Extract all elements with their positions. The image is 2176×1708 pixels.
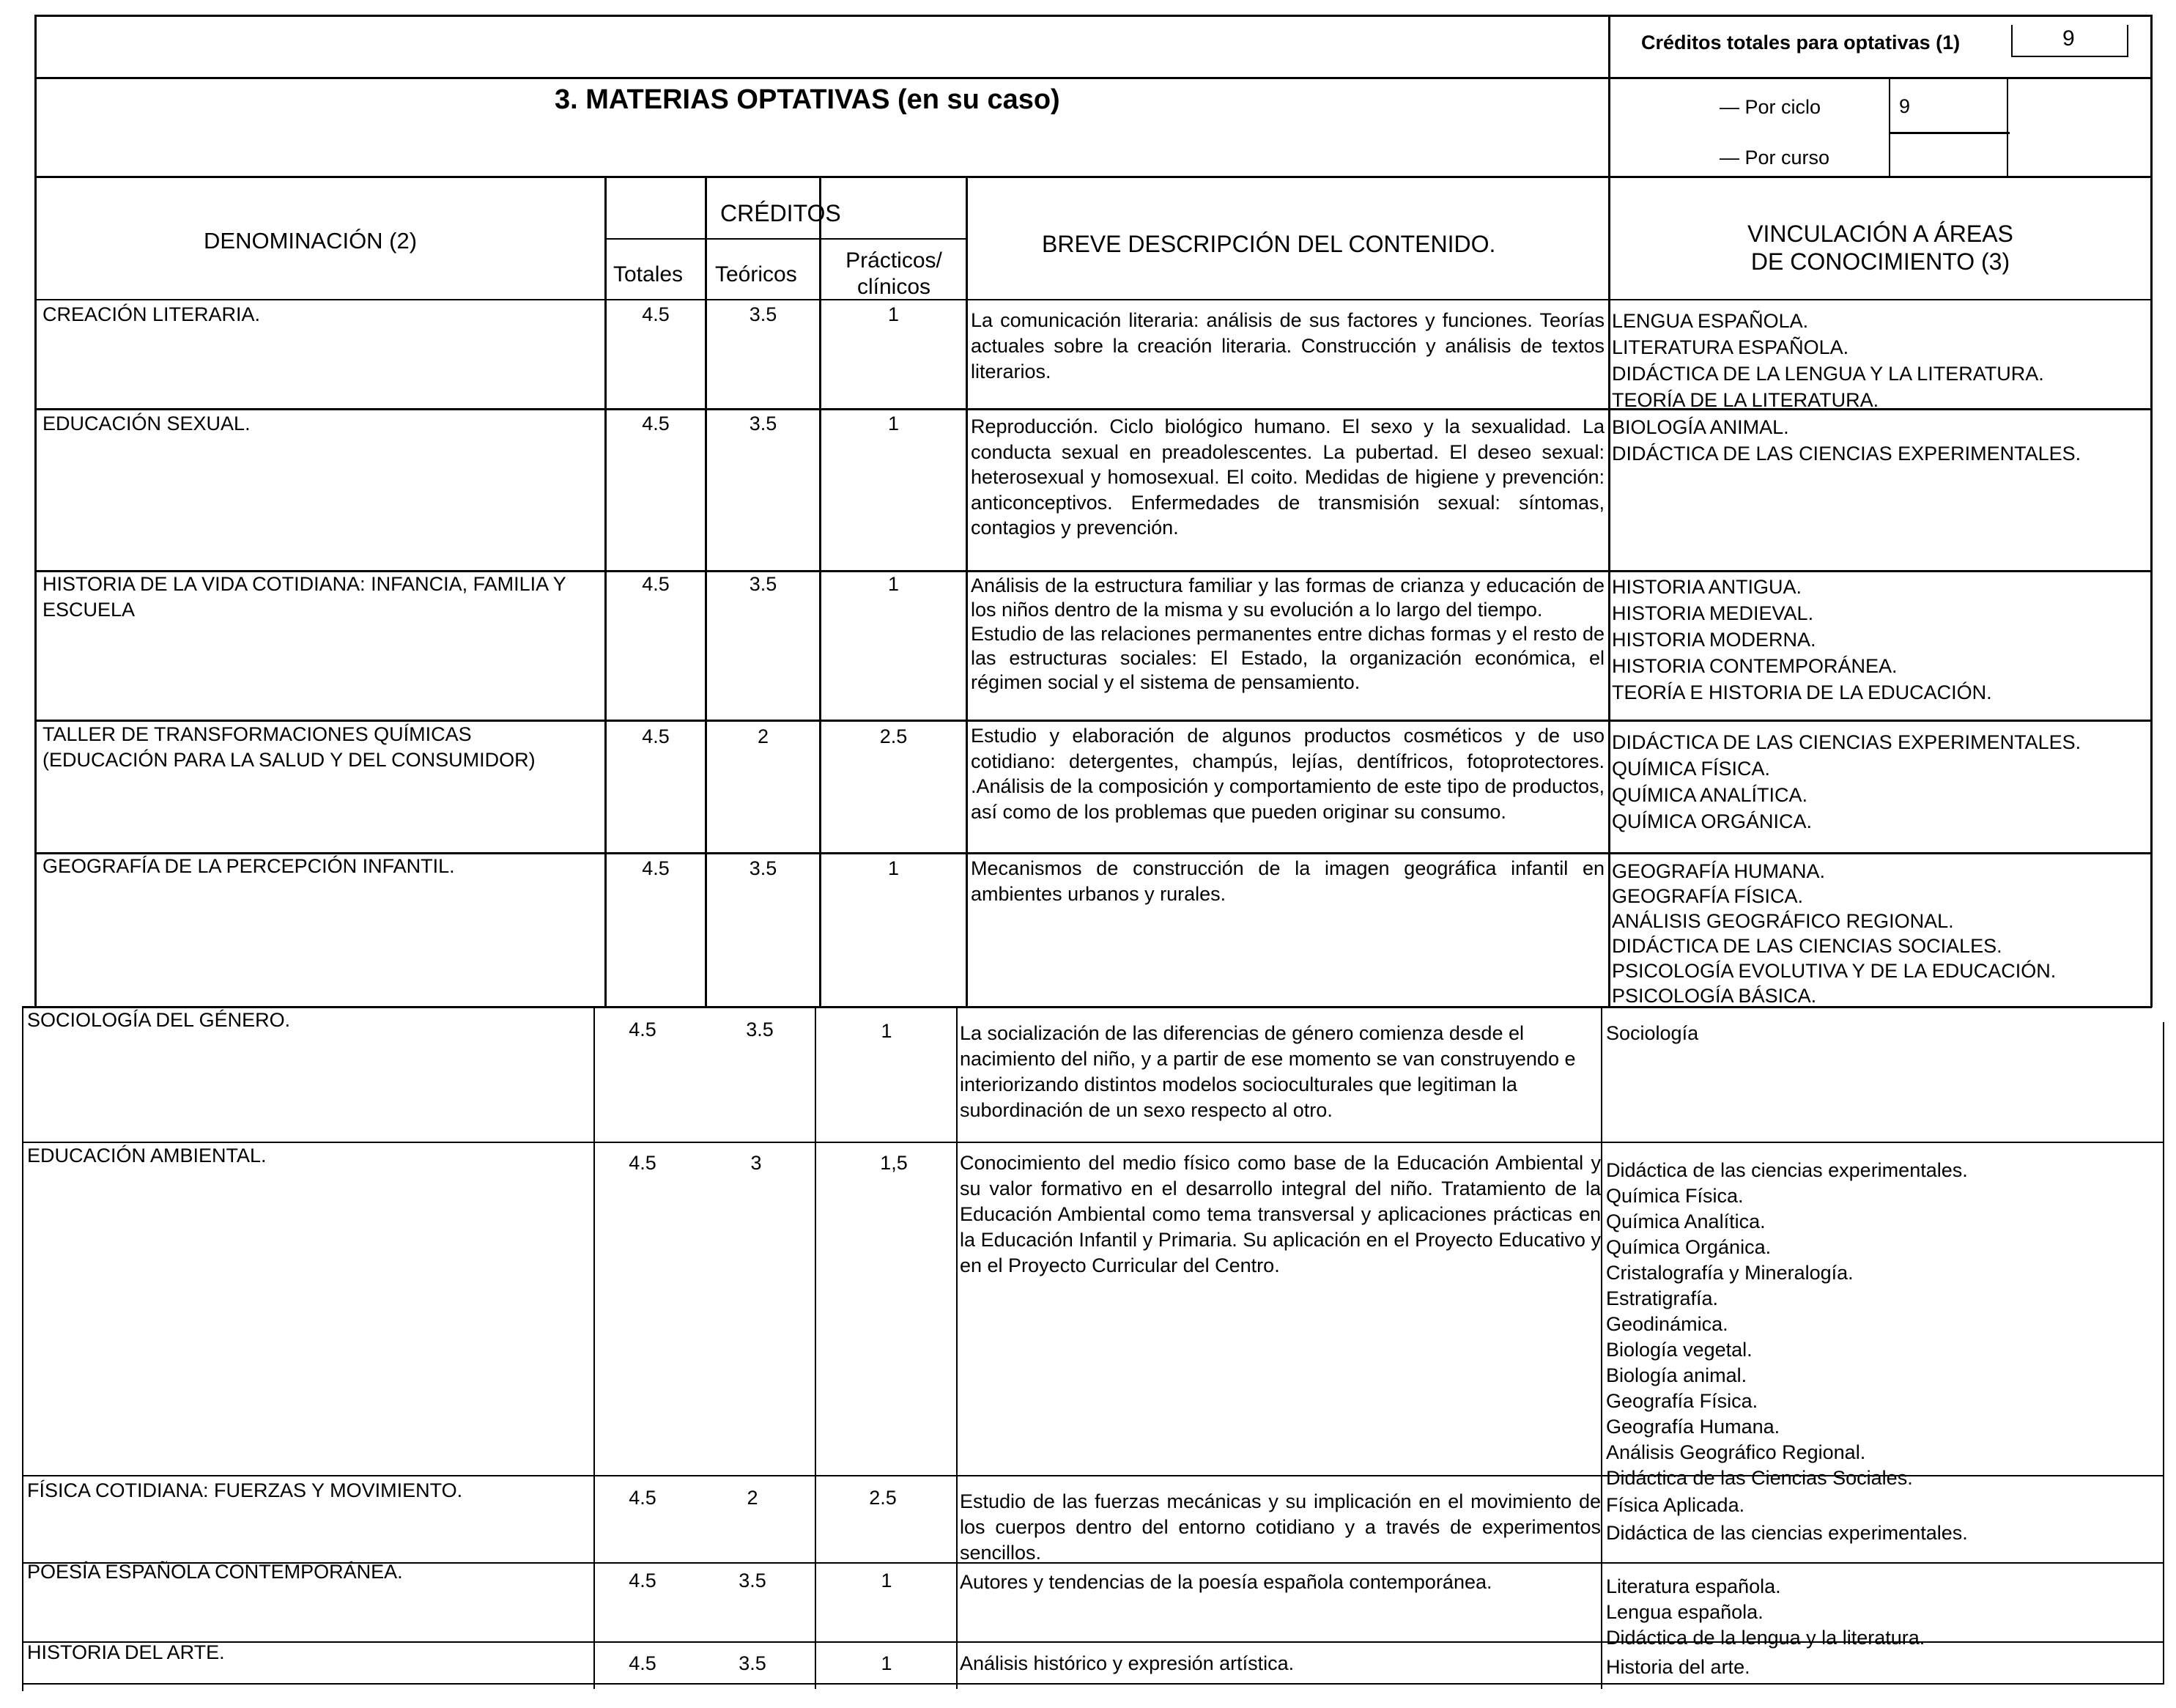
subject-name: POESÍA ESPAÑOLA CONTEMPORÁNEA. — [27, 1561, 403, 1583]
credits-practicos: 1 — [887, 857, 900, 879]
subject-description: Análisis de la estructura familiar y las formas de crianza y educación de los niños dentro de la misma y su evolución a lo largo del tiempo. Estudio de las relaciones permanentes entre dichas formas y el resto de las estructuras sociales: El Estado, la organización económica, el régimen social y el sistema de pensamiento. — [971, 574, 1605, 693]
subject-description: Conocimiento del medio físico como base de la Educación Ambiental y su valor formativo en el desarrollo integral del niño. Tratamiento de la Educación Ambiental como tema transversal y aplicaciones prácticas en la Educación Infantil y Primaria. Su aplicación en el Proyecto Educativo y en el Proyecto Curricular del Centro. — [960, 1152, 1601, 1276]
credits-teoricos: 3 — [750, 1152, 762, 1174]
col-denominacion: DENOMINACIÓN (2) — [204, 228, 418, 254]
credits-totales: 4.5 — [629, 1652, 656, 1674]
por-ciclo-value: 9 — [1899, 95, 1911, 117]
col-totales: Totales — [613, 262, 684, 286]
subject-name: GEOGRAFÍA DE LA PERCEPCIÓN INFANTIL. — [42, 855, 455, 877]
por-ciclo-label: — Por ciclo — [1720, 96, 1821, 118]
subject-name: HISTORIA DEL ARTE. — [27, 1641, 225, 1663]
subject-name: FÍSICA COTIDIANA: FUERZAS Y MOVIMIENTO. — [27, 1479, 463, 1501]
subject-description: La comunicación literaria: análisis de sus factores y funciones. Teorías actuales sobre la creación literaria. Construcción y análisis de textos literarios. — [971, 309, 1605, 382]
knowledge-areas: Literatura española. Lengua española. Didáctica de la lengua y la literatura. — [1606, 1575, 1925, 1649]
credits-teoricos: 3.5 — [739, 1652, 766, 1674]
subject-description: Reproducción. Ciclo biológico humano. El sexo y la sexualidad. La conducta sexual en preadolescentes. La pubertad. El deseo sexual: heterosexual y homosexual. El coito. Medidas de higiene y prevención: anticonceptivos. Enfermedades de transmisión sexual: síntomas, contagios y prevención. — [971, 415, 1605, 539]
credits-teoricos: 3.5 — [749, 303, 777, 325]
col-practicos: Prácticos/ clínicos — [845, 248, 942, 299]
subject-name: EDUCACIÓN AMBIENTAL. — [27, 1145, 267, 1167]
credits-teoricos: 3.5 — [749, 857, 777, 879]
credits-totales: 4.5 — [642, 573, 670, 595]
subject-description: La socialización de las diferencias de género comienza desde el nacimiento del niño, y a partir de ese momento se van construyendo e interiorizando distintos modelos socioculturales que legitiman la subordinación de un sexo respecto al otro. — [960, 1022, 1576, 1121]
credits-totales: 4.5 — [629, 1018, 656, 1040]
credits-total-value: 9 — [2062, 26, 2075, 51]
knowledge-areas: DIDÁCTICA DE LAS CIENCIAS EXPERIMENTALES. QUÍMICA FÍSICA. QUÍMICA ANALÍTICA. QUÍMICA ORGÁNICA. — [1612, 731, 2081, 832]
credits-teoricos: 2 — [747, 1487, 758, 1509]
credits-totales: 4.5 — [642, 413, 670, 435]
subject-description: Análisis histórico y expresión artística. — [960, 1652, 1295, 1674]
credits-practicos: 1 — [887, 303, 900, 325]
section-title: 3. MATERIAS OPTATIVAS (en su caso) — [555, 84, 1060, 115]
credits-practicos: 1 — [881, 1652, 892, 1674]
knowledge-areas: BIOLOGÍA ANIMAL. DIDÁCTICA DE LAS CIENCIAS EXPERIMENTALES. — [1612, 416, 2081, 465]
credits-totales: 4.5 — [642, 725, 670, 747]
subject-name: EDUCACIÓN SEXUAL. — [42, 413, 251, 435]
por-curso-label: — Por curso — [1720, 147, 1830, 169]
credits-teoricos: 3.5 — [749, 413, 777, 435]
credits-practicos: 1 — [881, 1020, 892, 1042]
credits-totales: 4.5 — [642, 303, 670, 325]
subject-name: SOCIOLOGÍA DEL GÉNERO. — [27, 1009, 291, 1031]
credits-practicos: 1,5 — [880, 1152, 908, 1174]
subject-name: CREACIÓN LITERARIA. — [42, 303, 261, 325]
knowledge-areas: HISTORIA ANTIGUA. HISTORIA MEDIEVAL. HISTORIA MODERNA. HISTORIA CONTEMPORÁNEA. TEORÍA E HISTORIA DE LA EDUCACIÓN. — [1612, 576, 1992, 703]
col-vinculacion: VINCULACIÓN A ÁREAS DE CONOCIMIENTO (3) — [1747, 221, 2013, 275]
credits-totales: 4.5 — [629, 1570, 656, 1591]
credits-practicos: 1 — [887, 413, 900, 435]
knowledge-areas: Didáctica de las ciencias experimentales. Química Física. Química Analítica. Química Orgánica. Cristalografía y Mineralogía. Estratigrafía. Geodinámica. Biología vegetal. Biología animal. Geografía Física. Geografía Humana. Análisis Geográfico Regional. Didáctica de las Ciencias Sociales. — [1606, 1159, 1968, 1489]
subject-description: Estudio de las fuerzas mecánicas y su implicación en el movimiento de los cuerpos dentro del entorno cotidiano y a través de experimentos sencillos. — [960, 1490, 1601, 1564]
knowledge-areas: Historia del arte. — [1606, 1656, 1750, 1678]
credits-teoricos: 3.5 — [739, 1570, 766, 1591]
credits-practicos: 2.5 — [869, 1487, 897, 1509]
col-creditos: CRÉDITOS — [720, 200, 841, 226]
credits-totales: 4.5 — [629, 1487, 656, 1509]
subject-description: Estudio y elaboración de algunos productos cosméticos y de uso cotidiano: detergentes, champús, lejías, dentífricos, fotoprotectores. .Análisis de la composición y comportamiento de este tipo de productos, así como de los problemas que pueden originar su consumo. — [971, 725, 1605, 823]
subject-description: Autores y tendencias de la poesía española contemporánea. — [960, 1571, 1492, 1593]
credits-practicos: 1 — [881, 1570, 892, 1591]
credits-total-label: Créditos totales para optativas (1) — [1641, 32, 1961, 53]
knowledge-areas: Física Aplicada. Didáctica de las ciencias experimentales. — [1606, 1494, 1968, 1544]
credits-teoricos: 2 — [757, 725, 769, 747]
subject-name: TALLER DE TRANSFORMACIONES QUÍMICAS (EDUCACIÓN PARA LA SALUD Y DEL CONSUMIDOR) — [42, 723, 536, 771]
credits-totales: 4.5 — [629, 1152, 656, 1174]
knowledge-areas: LENGUA ESPAÑOLA. LITERATURA ESPAÑOLA. DIDÁCTICA DE LA LENGUA Y LA LITERATURA. TEORÍA DE LA LITERATURA. — [1612, 310, 2044, 411]
credits-totales: 4.5 — [642, 857, 670, 879]
credits-teoricos: 3.5 — [746, 1018, 774, 1040]
knowledge-areas: Sociología — [1606, 1022, 1699, 1044]
col-descripcion: BREVE DESCRIPCIÓN DEL CONTENIDO. — [1042, 231, 1496, 257]
subject-name: HISTORIA DE LA VIDA COTIDIANA: INFANCIA, FAMILIA Y ESCUELA — [42, 573, 566, 621]
col-teoricos: Teóricos — [715, 262, 797, 286]
subject-description: Mecanismos de construcción de la imagen geográfica infantil en ambientes urbanos y rurales. — [971, 857, 1605, 905]
credits-practicos: 1 — [887, 573, 900, 595]
credits-teoricos: 3.5 — [749, 573, 777, 595]
knowledge-areas: GEOGRAFÍA HUMANA. GEOGRAFÍA FÍSICA. ANÁLISIS GEOGRÁFICO REGIONAL. DIDÁCTICA DE LAS CIENCIAS SOCIALES. PSICOLOGÍA EVOLUTIVA Y DE LA EDUCACIÓN. PSICOLOGÍA BÁSICA. — [1612, 860, 2057, 1007]
credits-practicos: 2.5 — [879, 725, 908, 747]
